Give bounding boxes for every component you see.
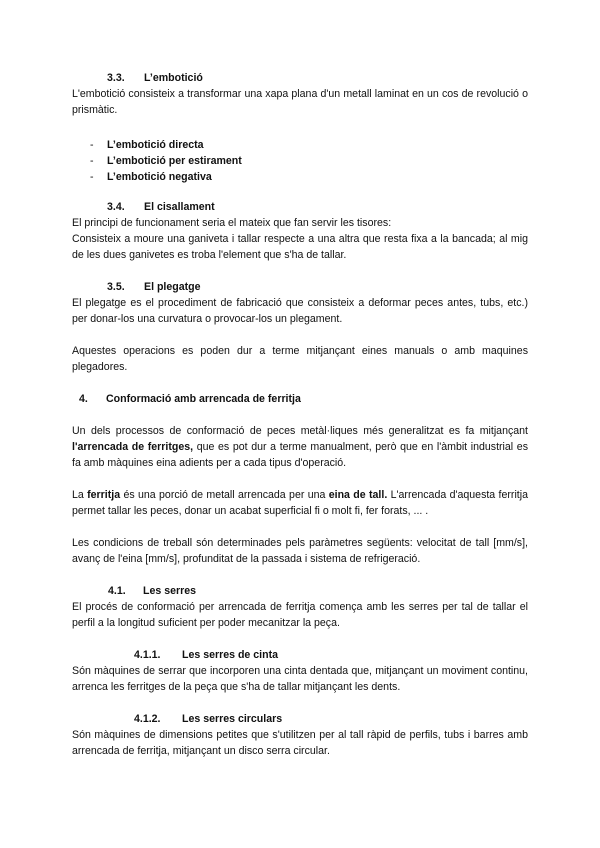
paragraph-plegatge: El plegatge es el procediment de fabricació que consisteix a deformar peces antes, tubs, etc.) per donar-los una curvatura o provocar-los un plegament. xyxy=(72,297,528,325)
paragraph-serres-cinta: Són màquines de serrar que incorporen una cinta dentada que, mitjançant un moviment continu, arrenca les ferritges de la peça que s'ha de tallar mitjançant les dents. xyxy=(72,665,528,693)
document-page xyxy=(72,70,528,759)
heading-title: Les serres circulars xyxy=(182,713,283,725)
bullet-list-embuticio xyxy=(72,137,528,185)
paragraph-cisallament-1: El principi de funcionament seria el mateix que fan servir les tisores: xyxy=(72,217,392,229)
paragraph-serres: El procés de conformació per arrencada de ferritja comença amb les serres per tal de tallar el perfil a la longitud suficient per poder mecanitzar la peça. xyxy=(72,601,528,629)
bullet-marker: - xyxy=(90,171,94,183)
heading-number: 3.4. xyxy=(107,201,125,213)
heading-title: Conformació amb arrencada de ferritja xyxy=(106,393,301,405)
heading-title: L’embotició xyxy=(144,72,203,84)
heading-4 xyxy=(72,391,528,407)
list-item: - L’embotició negativa xyxy=(90,171,212,183)
heading-title: Les serres de cinta xyxy=(182,649,278,661)
heading-number: 4.1.2. xyxy=(134,713,161,725)
list-item: - L’embotició directa xyxy=(90,139,204,151)
heading-number: 3.5. xyxy=(107,281,125,293)
heading-title: El plegatge xyxy=(144,281,201,293)
heading-number: 4.1.1. xyxy=(134,649,161,661)
paragraph-ferritja-3: Les condicions de treball són determinades pels paràmetres següents: velocitat de tall [mm/s], avanç de l'eina [mm/s], profunditat de la passada i sistema de refrigeració. xyxy=(72,537,528,565)
heading-3-3 xyxy=(72,70,528,86)
heading-number: 3.3. xyxy=(107,72,125,84)
paragraph-plegatge-2: Aquestes operacions es poden dur a terme mitjançant eines manuals o amb maquines plegadores. xyxy=(72,345,528,373)
bold-term: eina de tall. xyxy=(328,489,388,501)
bullet-marker: - xyxy=(90,155,94,167)
heading-3-5 xyxy=(72,279,528,295)
heading-title: El cisallament xyxy=(144,201,215,213)
paragraph-serres-circulars: Són màquines de dimensions petites que s'utilitzen per al tall ràpid de perfils, tubs i barres amb arrencada de ferritja, mitjançant un disco serra circular. xyxy=(72,729,528,757)
paragraph-embuticio: L'embotició consisteix a transformar una xapa plana d'un metall laminat en un cos de revolució o prismàtic. xyxy=(72,88,528,116)
heading-4-1 xyxy=(72,583,528,599)
bold-term: ferritja xyxy=(87,489,121,501)
paragraph-ferritja-2: La ferritja és una porció de metall arrencada per una eina de tall. L'arrencada d'aquesta ferritja permet tallar les peces, donar un acabat superficial fi o molt fi, fer forats, ... . xyxy=(72,489,528,517)
heading-title: Les serres xyxy=(143,585,197,597)
bullet-marker: - xyxy=(90,139,94,151)
heading-4-1-2 xyxy=(72,711,528,727)
list-item: - L’embotició per estirament xyxy=(90,155,242,167)
heading-3-4 xyxy=(72,199,528,215)
paragraph-cisallament-2: Consisteix a moure una ganiveta i tallar respecte a una altra que resta fixa a la bancada; al mig de les dues ganivetes es troba l'element que s'ha de tallar. xyxy=(72,233,528,261)
heading-number: 4. xyxy=(79,393,88,405)
paragraph-ferritja-1: Un dels processos de conformació de peces metàl·liques més generalitzat es fa mitjançant l'arrencada de ferritges, que es pot dur a terme manualment, però que en l'àmbit industrial es fa amb màquines eina adients per a cada tipus d'operació. xyxy=(72,425,528,469)
heading-number: 4.1. xyxy=(108,585,126,597)
bold-term: l'arrencada de ferritges, xyxy=(72,441,194,453)
heading-4-1-1 xyxy=(72,647,528,663)
